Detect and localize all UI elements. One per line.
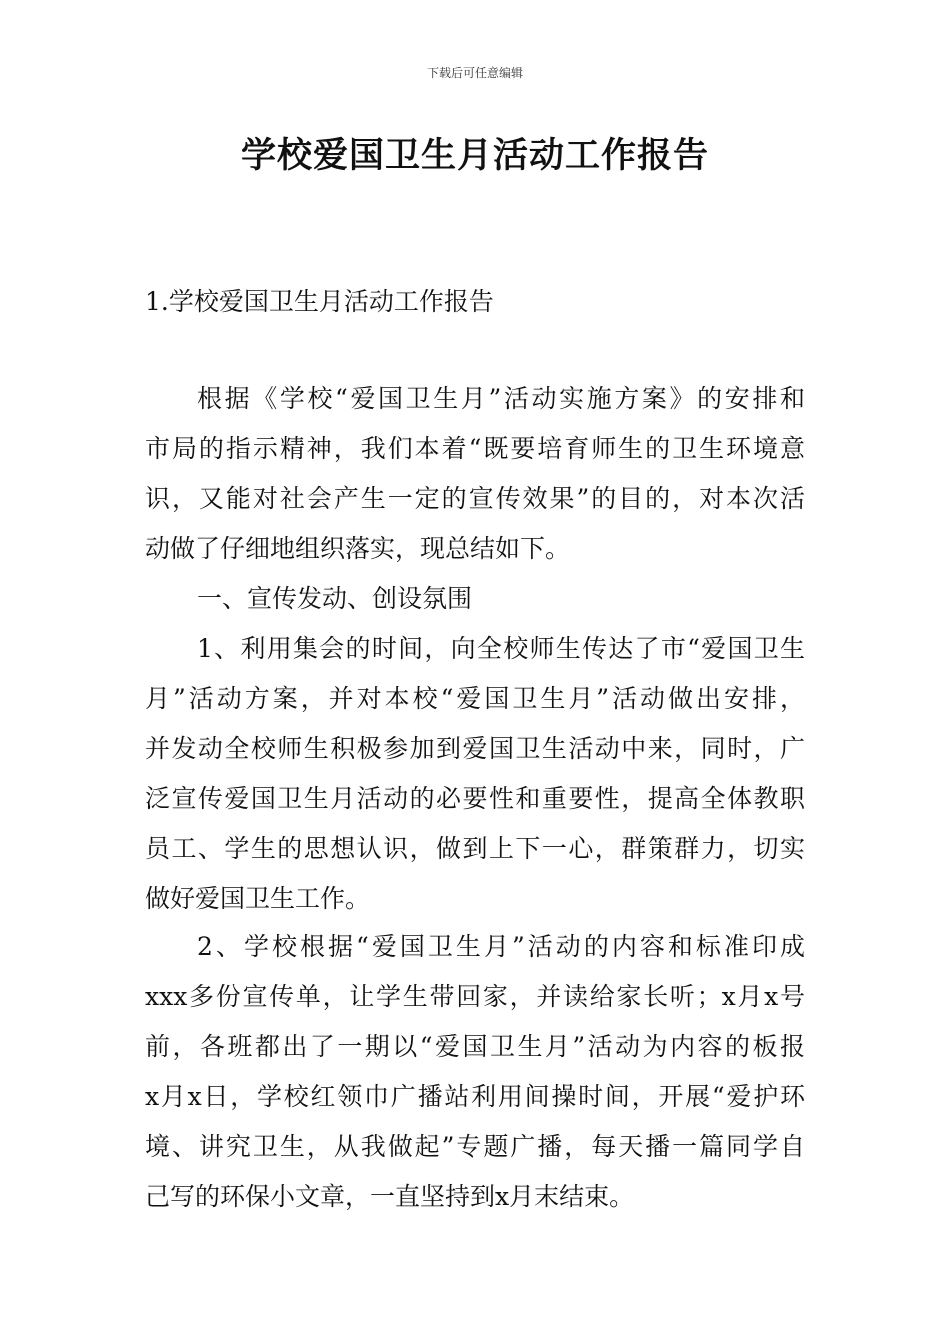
paragraph-line: 2、学校根据“爱国卫生月”活动的内容和标准印成 <box>197 932 805 961</box>
paragraph-line: 月”活动方案，并对本校“爱国卫生月”活动做出安排， <box>145 684 805 713</box>
paragraph-line: 员工、学生的思想认识，做到上下一心，群策群力，切实 <box>145 834 805 863</box>
header-note: 下载后可任意编辑 <box>426 66 523 80</box>
paragraph-line: 识，又能对社会产生一定的宣传效果”的目的，对本次活 <box>145 484 805 513</box>
paragraph-line: 动做了仔细地组织落实，现总结如下。 <box>145 534 571 563</box>
paragraph-line: 泛宣传爱国卫生月活动的必要性和重要性，提高全体教职 <box>145 784 805 813</box>
subsection-heading: 一、宣传发动、创设氛围 <box>197 584 473 613</box>
paragraph-line: 并发动全校师生积极参加到爱国卫生活动中来，同时，广 <box>145 734 805 763</box>
section-heading: 1.学校爱国卫生月活动工作报告 <box>145 287 494 316</box>
paragraph-line: 1、利用集会的时间，向全校师生传达了市“爱国卫生 <box>197 634 805 663</box>
paragraph-line: xxx多份宣传单，让学生带回家，并读给家长听；x月x号 <box>145 982 805 1011</box>
paragraph-4 <box>145 922 805 1222</box>
document-title: 学校爱国卫生月活动工作报告 <box>240 136 709 176</box>
paragraph-line: 境、讲究卫生，从我做起”专题广播，每天播一篇同学自 <box>145 1132 805 1161</box>
paragraph-line: 前，各班都出了一期以“爱国卫生月”活动为内容的板报 <box>145 1032 805 1061</box>
paragraph-3 <box>145 624 805 924</box>
paragraph-line: x月x日，学校红领巾广播站利用间操时间，开展“爱护环 <box>145 1082 805 1111</box>
paragraph-line: 根据《学校“爱国卫生月”活动实施方案》的安排和 <box>197 384 805 413</box>
paragraph-2 <box>145 574 805 624</box>
paragraph-line: 己写的环保小文章，一直坚持到x月末结束。 <box>145 1182 635 1211</box>
paragraph-line: 做好爱国卫生工作。 <box>145 884 371 913</box>
paragraph-1 <box>145 374 805 574</box>
paragraph-line: 市局的指示精神，我们本着“既要培育师生的卫生环境意 <box>145 434 805 463</box>
